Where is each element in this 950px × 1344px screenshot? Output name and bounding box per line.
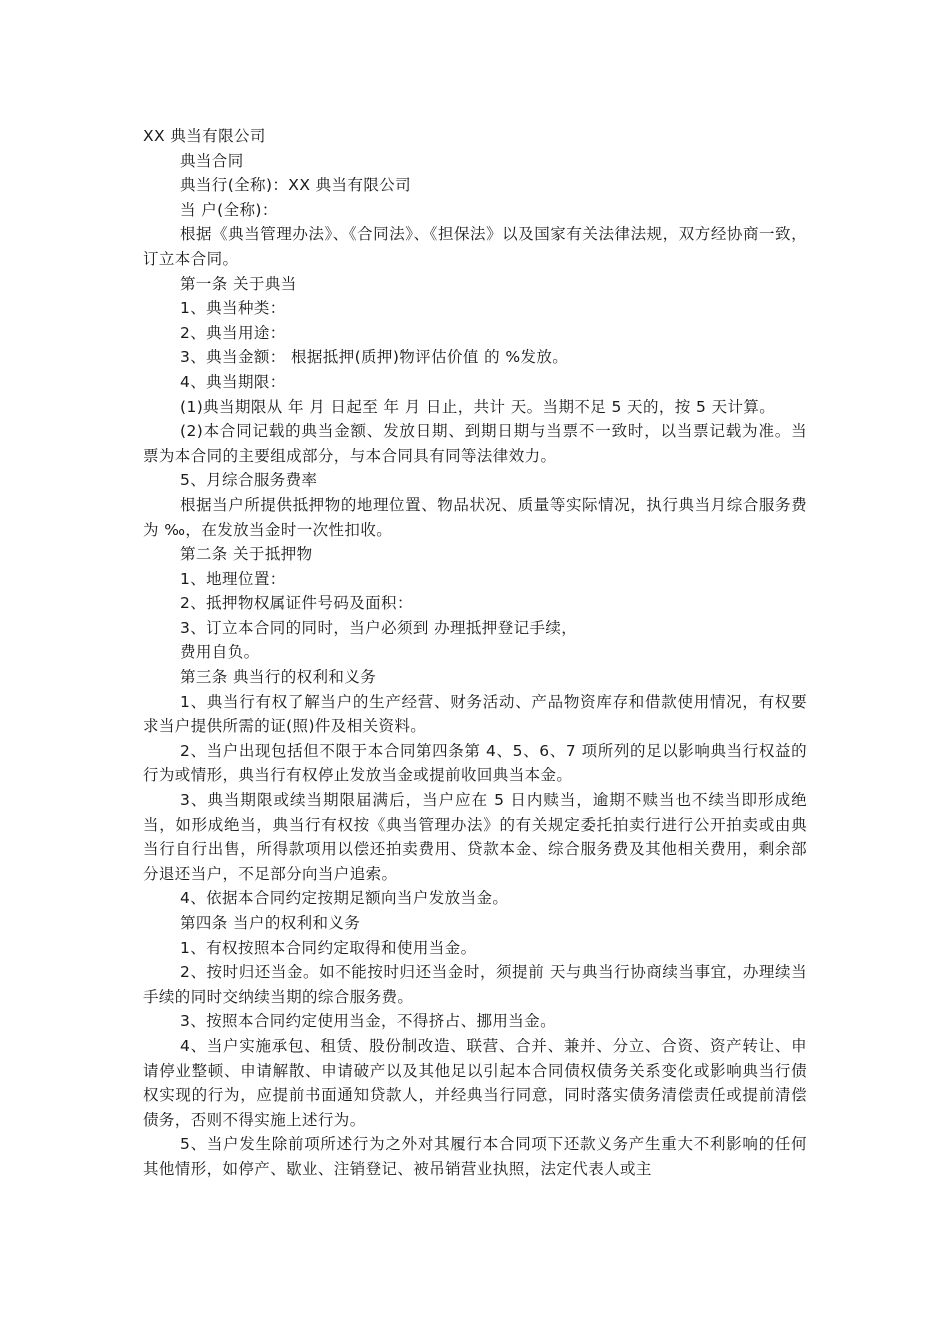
article-4-item-4: 4、当户实施承包、租赁、股份制改造、联营、合并、兼并、分立、合资、资产转让、申请停业整顿、申请解散、申请破产以及其他足以引起本合同债权债务关系变化或影响典当行债权实现的行为，应提前书面通知贷款人，并经典当行同意，同时落实债务清偿责任或提前清偿债务，否则不得实施上述行为。 bbox=[143, 1036, 807, 1129]
company-header: XX 典当有限公司 bbox=[143, 127, 266, 145]
article-4-heading: 第四条 当户的权利和义务 bbox=[180, 914, 361, 932]
article-4-item-1: 1、有权按照本合同约定取得和使用当金。 bbox=[180, 938, 477, 957]
article-4-item-3: 3、按照本合同约定使用当金，不得挤占、挪用当金。 bbox=[180, 1012, 556, 1031]
preamble-paragraph: 根据《典当管理办法》、《合同法》、《担保法》以及国家有关法律法规，双方经协商一致，订立本合同。 bbox=[143, 225, 807, 268]
article-4-item-5: 5、当户发生除前项所述行为之外对其履行本合同项下还款义务产生重大不利影响的任何其他情形，如停产、歇业、注销登记、被吊销营业执照，法定代表人或主 bbox=[143, 1135, 807, 1178]
article-2-item-2: 2、抵押物权属证件号码及面积： bbox=[180, 594, 413, 613]
article-1-item-2: 2、典当用途： bbox=[180, 323, 286, 342]
article-3-item-4: 4、依据本合同约定按期足额向当户发放当金。 bbox=[180, 889, 509, 908]
article-3-item-2: 2、当户出现包括但不限于本合同第四条第 4、5、6、7 项所列的足以影响典当行权益的行为或情形，典当行有权停止发放当金或提前收回典当本金。 bbox=[143, 741, 807, 785]
article-2-item-1: 1、地理位置： bbox=[180, 569, 286, 588]
contract-document bbox=[143, 124, 807, 1182]
article-2-item-3-cont: 费用自负。 bbox=[180, 643, 260, 662]
article-1-item-4: 4、典当期限： bbox=[180, 372, 286, 391]
article-3-heading: 第三条 典当行的权利和义务 bbox=[180, 668, 377, 687]
article-1-item-5-body: 根据当户所提供抵押物的地理位置、物品状况、质量等实际情况，执行典当月综合服务费为 ‰，在发放当金时一次性扣收。 bbox=[143, 495, 807, 539]
article-1-item-4-sub-1: (1)典当期限从 年 月 日起至 年 月 日止，共计 天。当期不足 5 天的，按 5 天计算。 bbox=[180, 397, 776, 416]
article-2-heading: 第二条 关于抵押物 bbox=[180, 545, 313, 564]
article-4-item-2: 2、按时归还当金。如不能按时归还当金时，须提前 天与典当行协商续当事宜，办理续当手续的同时交纳续当期的综合服务费。 bbox=[143, 963, 807, 1006]
pawnshop-name-line: 典当行(全称)：XX 典当有限公司 bbox=[180, 176, 412, 195]
contract-title: 典当合同 bbox=[180, 151, 244, 170]
article-1-item-3: 3、典当金额： 根据抵押(质押)物评估价值 的 %发放。 bbox=[180, 348, 569, 367]
article-2-item-3: 3、订立本合同的同时，当户必须到 办理抵押登记手续， bbox=[180, 618, 578, 637]
customer-name-line: 当 户(全称)： bbox=[180, 200, 278, 219]
article-3-item-3: 3、典当期限或续当期限届满后，当户应在 5 日内赎当，逾期不赎当也不续当即形成绝当，如形成绝当，典当行有权按《典当管理办法》的有关规定委托拍卖行进行公开拍卖或由典当行自行出售，所得款项用以偿还拍卖费用、贷款本金、综合服务费及其他相关费用，剩余部分退还当户，不足部分向当户追索。 bbox=[143, 791, 807, 883]
article-1-item-5: 5、月综合服务费率 bbox=[180, 471, 318, 490]
article-1-item-4-sub-2: (2)本合同记载的典当金额、发放日期、到期日期与当票不一致时，以当票记载为准。当票为本合同的主要组成部分，与本合同具有同等法律效力。 bbox=[143, 422, 807, 465]
article-3-item-1: 1、典当行有权了解当户的生产经营、财务活动、产品物资库存和借款使用情况，有权要求当户提供所需的证(照)件及相关资料。 bbox=[143, 692, 807, 736]
article-1-item-1: 1、典当种类： bbox=[180, 299, 286, 318]
article-1-heading: 第一条 关于典当 bbox=[180, 274, 297, 293]
